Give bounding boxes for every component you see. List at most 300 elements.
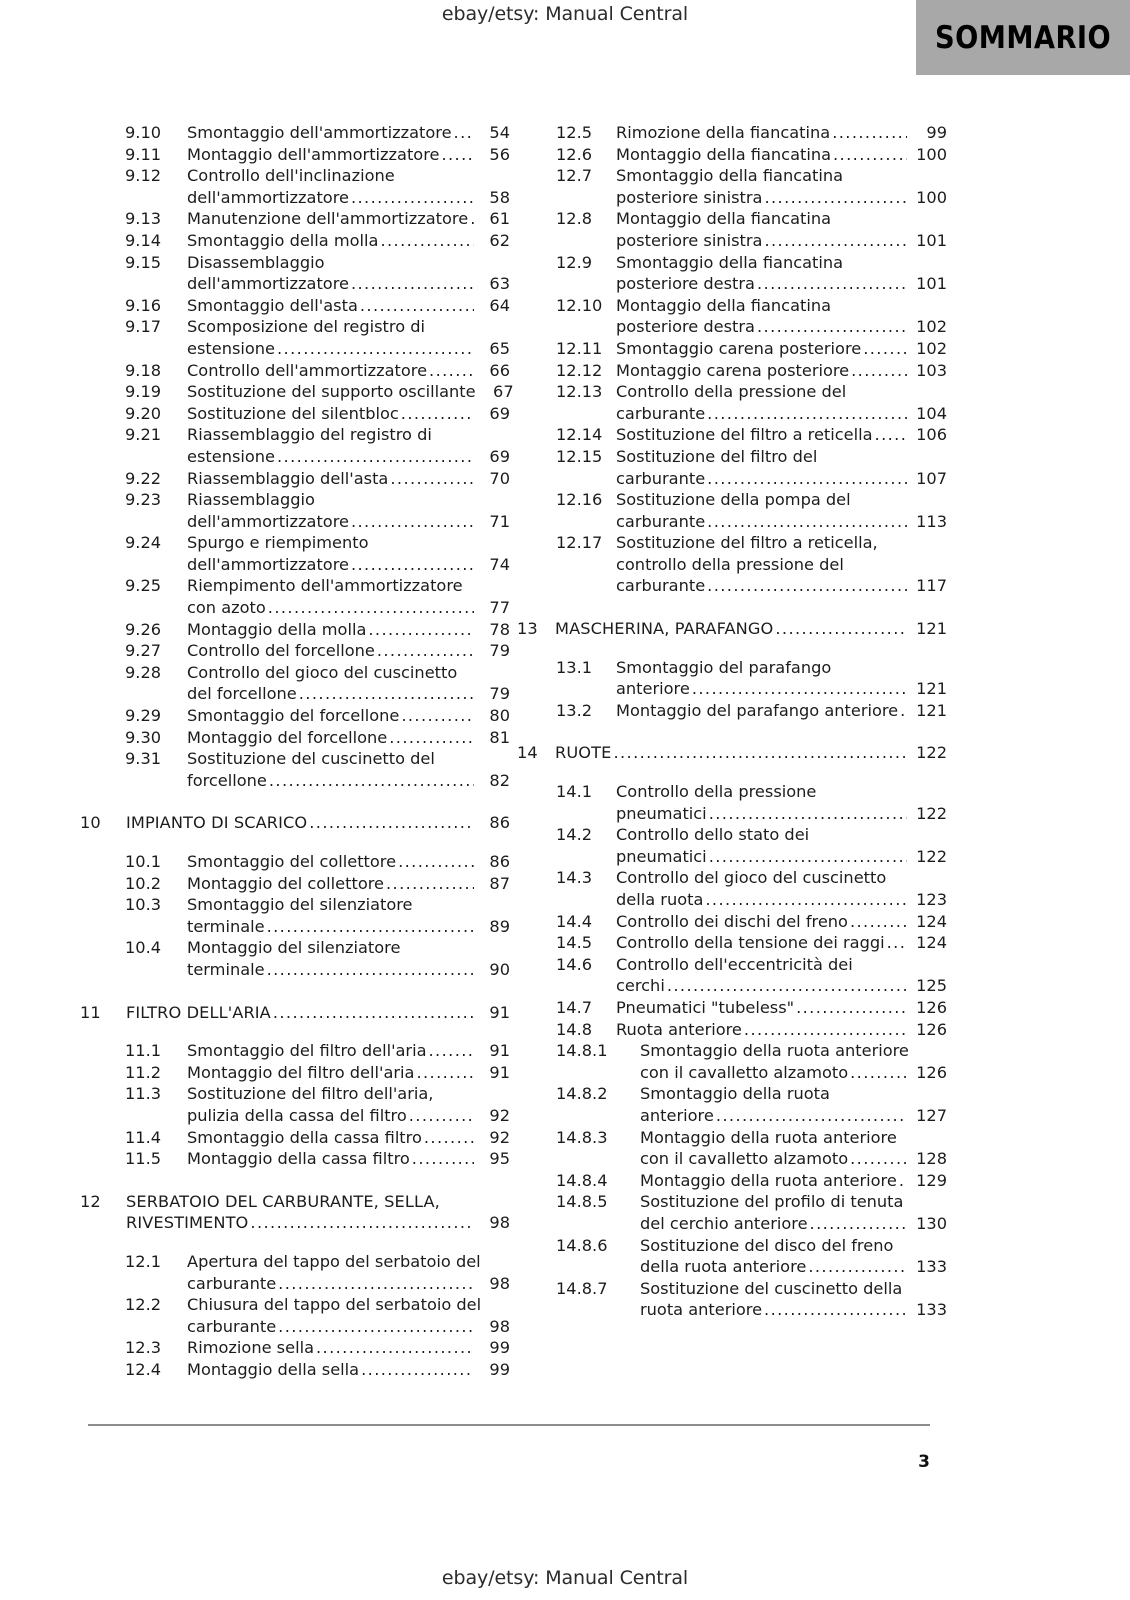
toc-entry-title: Montaggio della sella <box>187 1359 360 1379</box>
toc-entry-title: posteriore destra <box>616 317 755 337</box>
toc-entry-title: pneumatici <box>616 803 707 823</box>
toc-entry[interactable] <box>80 1040 510 1062</box>
toc-leader-dots <box>416 1062 474 1084</box>
toc-leader-dots <box>389 727 474 749</box>
toc-entry-line <box>616 489 947 511</box>
toc-entry-body <box>187 640 510 662</box>
toc-entry[interactable] <box>517 165 947 208</box>
toc-entry-line <box>616 1019 947 1041</box>
toc-entry[interactable] <box>80 727 510 749</box>
toc-entry-page: 126 <box>916 1019 947 1039</box>
toc-leader-dots <box>832 122 907 144</box>
toc-leader-dots <box>833 144 907 166</box>
toc-entry[interactable] <box>80 640 510 662</box>
toc-entry-line <box>187 144 510 166</box>
toc-entry-page: 56 <box>489 144 510 164</box>
toc-entry-title: Smontaggio della cassa filtro <box>187 1127 422 1147</box>
toc-entry[interactable] <box>517 997 947 1019</box>
toc-entry-number: 13.2 <box>556 700 593 720</box>
toc-entry-body <box>555 618 947 640</box>
toc-entry-title: Smontaggio della fiancatina <box>616 252 844 272</box>
toc-entry-line <box>616 122 947 144</box>
toc-entry-title: carburante <box>616 511 706 531</box>
toc-entry[interactable] <box>80 575 510 618</box>
toc-entry-page: 121 <box>916 679 947 699</box>
toc-entry-number: 9.14 <box>125 230 162 250</box>
toc-entry-page: 122 <box>916 743 947 763</box>
toc-entry-body <box>616 657 947 700</box>
toc-entry-line <box>187 187 510 209</box>
toc-entry[interactable] <box>80 937 510 980</box>
toc-entry[interactable] <box>517 1019 947 1041</box>
toc-entry[interactable] <box>80 873 510 895</box>
toc-entry-page: 91 <box>489 1062 510 1082</box>
toc-entry[interactable] <box>517 657 947 700</box>
toc-entry-number: 9.28 <box>125 662 162 682</box>
toc-entry-line <box>187 403 510 425</box>
toc-entry-line <box>187 597 510 619</box>
toc-leader-dots <box>401 705 474 727</box>
toc-entry-page: 130 <box>916 1213 947 1233</box>
toc-entry-line <box>187 511 510 533</box>
toc-leader-dots <box>850 1062 907 1084</box>
toc-entry-body <box>640 1191 947 1234</box>
toc-leader-dots <box>278 1316 474 1338</box>
toc-entry-body <box>187 381 514 403</box>
toc-entry-body <box>640 1235 947 1278</box>
toc-entry-line <box>640 1062 947 1084</box>
toc-entry-page: 64 <box>489 295 510 315</box>
toc-entry-title: Controllo dell'ammortizzatore <box>187 360 428 380</box>
toc-entry-title: Controllo dell'inclinazione <box>187 166 395 186</box>
toc-entry-line <box>187 727 510 749</box>
toc-entry[interactable] <box>80 1127 510 1149</box>
toc-entry-line <box>616 889 947 911</box>
toc-entry-line <box>640 1256 947 1278</box>
toc-entry-body <box>640 1127 947 1170</box>
toc-entry-body <box>187 619 510 641</box>
toc-entry-page: 103 <box>916 360 947 380</box>
toc-leader-dots <box>268 597 474 619</box>
toc-entry-page: 121 <box>916 619 947 639</box>
toc-entry-line <box>555 618 947 640</box>
toc-leader-dots <box>351 187 474 209</box>
toc-entry-page: 99 <box>926 123 947 142</box>
toc-entry-line <box>187 619 510 641</box>
toc-entry[interactable] <box>80 252 510 295</box>
toc-entry[interactable] <box>517 911 947 933</box>
toc-entry-title: Smontaggio della ruota <box>640 1084 830 1104</box>
toc-entry-line <box>187 959 510 981</box>
toc-entry-number: 9.16 <box>125 295 162 315</box>
toc-leader-dots <box>692 678 907 700</box>
toc-entry-page: 63 <box>489 274 510 294</box>
toc-entry-line <box>616 208 947 230</box>
toc-entry[interactable] <box>517 1278 947 1321</box>
toc-entry[interactable] <box>80 208 510 230</box>
toc-entry-page: 89 <box>489 916 510 936</box>
toc-entry-body <box>640 1040 947 1083</box>
toc-leader-dots <box>454 122 474 144</box>
toc-entry[interactable] <box>517 1235 947 1278</box>
toc-entry[interactable] <box>80 424 510 467</box>
toc-entry-title: con il cavalletto alzamoto <box>640 1149 849 1169</box>
toc-leader-dots <box>707 511 907 533</box>
toc-entry-title: estensione <box>187 446 276 466</box>
toc-entry[interactable] <box>517 1170 947 1192</box>
toc-entry[interactable] <box>80 1359 510 1381</box>
toc-entry[interactable] <box>80 1294 510 1337</box>
toc-entry[interactable] <box>80 851 510 873</box>
toc-entry-line <box>616 187 947 209</box>
toc-entry-title: Smontaggio della fiancatina <box>616 166 844 186</box>
toc-entry-number: 14.8.2 <box>556 1084 608 1104</box>
toc-entry-line <box>616 144 947 166</box>
toc-entry-page: 98 <box>489 1213 510 1233</box>
toc-entry[interactable] <box>80 403 510 425</box>
toc-leader-dots <box>810 1213 907 1235</box>
toc-entry[interactable] <box>80 360 510 382</box>
toc-entry-body <box>187 1062 510 1084</box>
toc-entry-body <box>616 144 947 166</box>
toc-leader-dots <box>361 1359 474 1381</box>
toc-entry[interactable] <box>80 1062 510 1084</box>
toc-entry[interactable] <box>517 532 947 597</box>
toc-entry[interactable] <box>80 122 510 144</box>
toc-entry-page: 99 <box>489 1359 510 1379</box>
toc-entry-page: 90 <box>489 959 510 979</box>
toc-entry-title: Sostituzione del filtro dell'aria, <box>187 1084 434 1104</box>
toc-leader-dots <box>351 554 474 576</box>
toc-entry-number: 12.3 <box>125 1338 162 1358</box>
toc-entry[interactable] <box>80 1337 510 1359</box>
toc-leader-dots <box>764 230 907 252</box>
toc-entry[interactable] <box>517 1191 947 1234</box>
toc-entry[interactable] <box>80 705 510 727</box>
toc-entry-line <box>640 1235 947 1257</box>
toc-entry-body <box>187 705 510 727</box>
toc-leader-dots <box>850 911 907 933</box>
toc-entry[interactable] <box>517 1127 947 1170</box>
section-tab-label: SOMMARIO <box>934 19 1112 56</box>
toc-entry[interactable] <box>517 932 947 954</box>
toc-entry-body <box>616 338 947 360</box>
toc-entry[interactable] <box>80 165 510 208</box>
toc-entry-body <box>640 1170 947 1192</box>
watermark-footer: ebay/etsy: Manual Central <box>441 1567 689 1589</box>
toc-entry[interactable] <box>517 208 947 251</box>
toc-entry-title: Riassemblaggio <box>187 490 315 510</box>
toc-entry[interactable] <box>517 144 947 166</box>
toc-entry-page: 128 <box>916 1149 947 1169</box>
toc-entry-page: 74 <box>489 554 510 574</box>
toc-entry-line <box>616 575 947 597</box>
toc-entry-page: 124 <box>916 933 947 953</box>
toc-entry-title: Montaggio carena posteriore <box>616 360 850 380</box>
toc-entry[interactable] <box>80 812 510 834</box>
toc-leader-dots <box>757 273 907 295</box>
toc-entry-line <box>616 295 947 317</box>
toc-entry[interactable] <box>517 867 947 910</box>
toc-entry[interactable] <box>517 1040 947 1083</box>
toc-entry-title: MASCHERINA, PARAFANGO <box>555 619 774 639</box>
toc-entry-body <box>616 932 947 954</box>
toc-entry[interactable] <box>517 742 947 764</box>
toc-entry-title: Controllo dei dischi del freno <box>616 911 848 931</box>
toc-entry-number: 14.7 <box>556 997 593 1017</box>
toc-entry-title: carburante <box>616 403 706 423</box>
toc-entry[interactable] <box>517 1083 947 1126</box>
toc-leader-dots <box>796 997 907 1019</box>
toc-entry-line <box>187 208 510 230</box>
toc-entry-number: 12.6 <box>556 144 593 164</box>
toc-entry-number: 14.5 <box>556 933 593 953</box>
toc-entry[interactable] <box>517 700 947 722</box>
toc-entry-title: Manutenzione dell'ammortizzatore <box>187 209 469 229</box>
toc-leader-dots <box>875 424 907 446</box>
toc-leader-dots <box>377 640 474 662</box>
toc-entry[interactable] <box>80 295 510 317</box>
toc-entry-title: carburante <box>616 468 706 488</box>
toc-entry-title: Montaggio del collettore <box>187 873 384 893</box>
toc-entry-page: 79 <box>489 641 510 661</box>
toc-entry[interactable] <box>517 424 947 446</box>
toc-entry-line <box>187 316 510 338</box>
toc-entry-number: 12.5 <box>556 123 593 142</box>
toc-entry-body <box>187 165 510 208</box>
toc-entry-body <box>555 742 947 764</box>
toc-entry[interactable] <box>80 1191 510 1234</box>
toc-entry-body <box>187 1127 510 1149</box>
toc-entry-body <box>616 824 947 867</box>
toc-entry-number: 9.22 <box>125 468 162 488</box>
toc-entry-title: Smontaggio del silenziatore <box>187 895 413 915</box>
toc-entry-title: IMPIANTO DI SCARICO <box>126 813 308 833</box>
toc-entry-number: 9.30 <box>125 727 162 747</box>
toc-entry[interactable] <box>80 1148 510 1170</box>
toc-entry-page: 92 <box>489 1127 510 1147</box>
toc-entry-title: Sostituzione del filtro a reticella <box>616 425 873 445</box>
toc-entry-number: 9.12 <box>125 166 162 186</box>
toc-entry-number: 12.14 <box>556 425 603 445</box>
toc-leader-dots <box>808 1256 907 1278</box>
toc-leader-dots <box>667 975 907 997</box>
toc-leader-dots <box>775 618 907 640</box>
toc-entry[interactable] <box>517 252 947 295</box>
toc-entry-body <box>187 1294 510 1337</box>
toc-leader-dots <box>757 316 907 338</box>
toc-entry-page: 78 <box>489 619 510 639</box>
toc-entry-body <box>126 1002 510 1024</box>
toc-entry-body <box>187 662 510 705</box>
toc-entry[interactable] <box>80 1251 510 1294</box>
toc-leader-dots <box>441 144 474 166</box>
toc-entry[interactable] <box>80 230 510 252</box>
toc-leader-dots <box>424 1127 474 1149</box>
toc-entry[interactable] <box>517 338 947 360</box>
toc-entry-line <box>616 824 947 846</box>
toc-entry-line <box>616 511 947 533</box>
toc-entry[interactable] <box>80 894 510 937</box>
toc-entry[interactable] <box>80 662 510 705</box>
toc-entry-number: 9.20 <box>125 403 162 423</box>
toc-entry-line <box>640 1213 947 1235</box>
toc-entry-line <box>187 273 510 295</box>
toc-entry-line <box>187 165 510 187</box>
toc-entry-line <box>187 851 510 873</box>
toc-entry-number: 9.17 <box>125 317 162 337</box>
toc-entry[interactable] <box>517 295 947 338</box>
toc-entry-page: 81 <box>489 727 510 747</box>
toc-entry[interactable] <box>80 381 514 403</box>
toc-entry-page: 65 <box>489 338 510 358</box>
toc-entry-page: 98 <box>489 1273 510 1293</box>
toc-entry-number: 14.6 <box>556 954 593 974</box>
toc-entry-page: 101 <box>916 230 947 250</box>
toc-entry-body <box>187 468 510 490</box>
footer-divider <box>88 1424 930 1426</box>
toc-entry-title: posteriore destra <box>616 274 755 294</box>
toc-entry-line <box>640 1191 947 1213</box>
toc-entry-title: Scomposizione del registro di <box>187 317 426 337</box>
toc-entry-title: del cerchio anteriore <box>640 1213 808 1233</box>
toc-entry[interactable] <box>517 489 947 532</box>
section-tab <box>916 0 1130 75</box>
toc-entry-body <box>187 937 510 980</box>
toc-entry-page: 58 <box>489 187 510 207</box>
toc-entry-body <box>187 122 510 144</box>
toc-entry[interactable] <box>80 316 510 359</box>
toc-entry-body <box>187 748 510 791</box>
toc-entry-body <box>616 122 947 144</box>
toc-entry[interactable] <box>517 122 947 144</box>
toc-entry[interactable] <box>80 1002 510 1024</box>
toc-entry[interactable] <box>517 360 947 382</box>
toc-entry-line <box>616 846 947 868</box>
toc-leader-dots <box>267 916 474 938</box>
toc-entry-page: 100 <box>916 187 947 207</box>
toc-entry[interactable] <box>517 824 947 867</box>
toc-entry-line <box>616 954 947 976</box>
toc-entry-page: 125 <box>916 976 947 996</box>
toc-entry-line <box>187 873 510 895</box>
toc-entry-title: Chiusura del tappo del serbatoio del <box>187 1295 482 1315</box>
toc-entry-title: Riempimento dell'ammortizzatore <box>187 576 463 596</box>
toc-entry-page: 95 <box>489 1149 510 1169</box>
toc-entry-number: 9.21 <box>125 425 162 445</box>
toc-entry-line <box>640 1148 947 1170</box>
toc-entry-title: Riassemblaggio dell'asta <box>187 468 389 488</box>
toc-leader-dots <box>250 1212 474 1234</box>
toc-entry[interactable] <box>80 619 510 641</box>
toc-leader-dots <box>900 700 907 722</box>
toc-entry[interactable] <box>80 1083 510 1126</box>
toc-entry[interactable] <box>517 781 947 824</box>
toc-entry-number: 13.1 <box>556 657 593 677</box>
toc-entry-title: Smontaggio del forcellone <box>187 706 400 726</box>
toc-entry[interactable] <box>517 618 947 640</box>
toc-entry[interactable] <box>80 748 510 791</box>
toc-leader-dots <box>351 273 474 295</box>
toc-entry-title: Smontaggio del parafango <box>616 657 832 677</box>
table-of-contents <box>0 122 1130 1379</box>
toc-entry[interactable] <box>80 532 510 575</box>
toc-entry[interactable] <box>517 446 947 489</box>
toc-entry-line <box>616 997 947 1019</box>
toc-entry[interactable] <box>517 954 947 997</box>
toc-entry-number: 14.2 <box>556 825 593 845</box>
toc-entry-body <box>187 727 510 749</box>
toc-entry-body <box>616 165 947 208</box>
toc-entry-number: 9.27 <box>125 641 162 661</box>
toc-entry-title: Sostituzione della pompa del <box>616 490 851 510</box>
toc-entry-line <box>187 748 510 770</box>
toc-entry-page: 86 <box>489 852 510 871</box>
toc-entry-page: 99 <box>489 1338 510 1358</box>
toc-entry[interactable] <box>80 144 510 166</box>
toc-entry-line <box>187 1105 510 1127</box>
toc-entry-line <box>616 781 947 803</box>
toc-entry-title: Rimozione sella <box>187 1338 314 1358</box>
toc-entry-page: 54 <box>489 123 510 142</box>
toc-entry-page: 61 <box>489 209 510 229</box>
toc-entry-page: 121 <box>916 700 947 720</box>
toc-entry-line <box>126 1002 510 1024</box>
toc-entry-page: 133 <box>916 1257 947 1277</box>
toc-entry-title: ruota anteriore <box>640 1300 763 1320</box>
toc-entry-line <box>616 975 947 997</box>
toc-entry-line <box>555 742 947 764</box>
toc-entry-title: Ruota anteriore <box>616 1019 742 1039</box>
toc-entry-title: Montaggio della fiancatina <box>616 295 832 315</box>
watermark-header: ebay/etsy: Manual Central <box>441 3 689 25</box>
toc-entry-title: Smontaggio della ruota anteriore <box>640 1041 909 1061</box>
toc-entry-page: 69 <box>489 403 510 423</box>
toc-entry-number: 11 <box>80 1002 101 1022</box>
toc-entry-number: 14.1 <box>556 782 593 802</box>
toc-entry-body <box>616 489 947 532</box>
toc-entry-title: Apertura del tappo del serbatoio del <box>187 1251 481 1271</box>
toc-entry-line <box>616 165 947 187</box>
toc-entry[interactable] <box>80 468 510 490</box>
toc-entry-title: con il cavalletto alzamoto <box>640 1062 849 1082</box>
toc-entry-body <box>616 381 947 424</box>
toc-entry-title: Controllo dell'eccentricità dei <box>616 954 853 974</box>
toc-leader-dots <box>398 851 474 873</box>
toc-entry-body <box>187 873 510 895</box>
toc-entry[interactable] <box>517 381 947 424</box>
toc-leader-dots <box>705 889 907 911</box>
toc-leader-dots <box>470 208 474 230</box>
toc-entry-title: della ruota <box>616 890 704 909</box>
toc-entry-number: 9.19 <box>125 382 162 402</box>
toc-entry[interactable] <box>80 489 510 532</box>
toc-entry-title: del forcellone <box>187 684 297 704</box>
toc-entry-line <box>640 1170 947 1192</box>
toc-leader-dots <box>707 468 907 490</box>
toc-entry-number: 10.1 <box>125 852 162 871</box>
toc-leader-dots <box>273 1002 474 1024</box>
toc-entry-title: carburante <box>616 576 706 596</box>
toc-entry-body <box>187 1083 510 1126</box>
toc-entry-line <box>616 911 947 933</box>
toc-leader-dots <box>360 295 474 317</box>
toc-entry-page: 100 <box>916 144 947 164</box>
toc-entry-body <box>187 295 510 317</box>
toc-entry-number: 9.11 <box>125 144 162 164</box>
toc-entry-title: Montaggio della molla <box>187 619 367 639</box>
toc-entry-number: 12.1 <box>125 1251 162 1271</box>
